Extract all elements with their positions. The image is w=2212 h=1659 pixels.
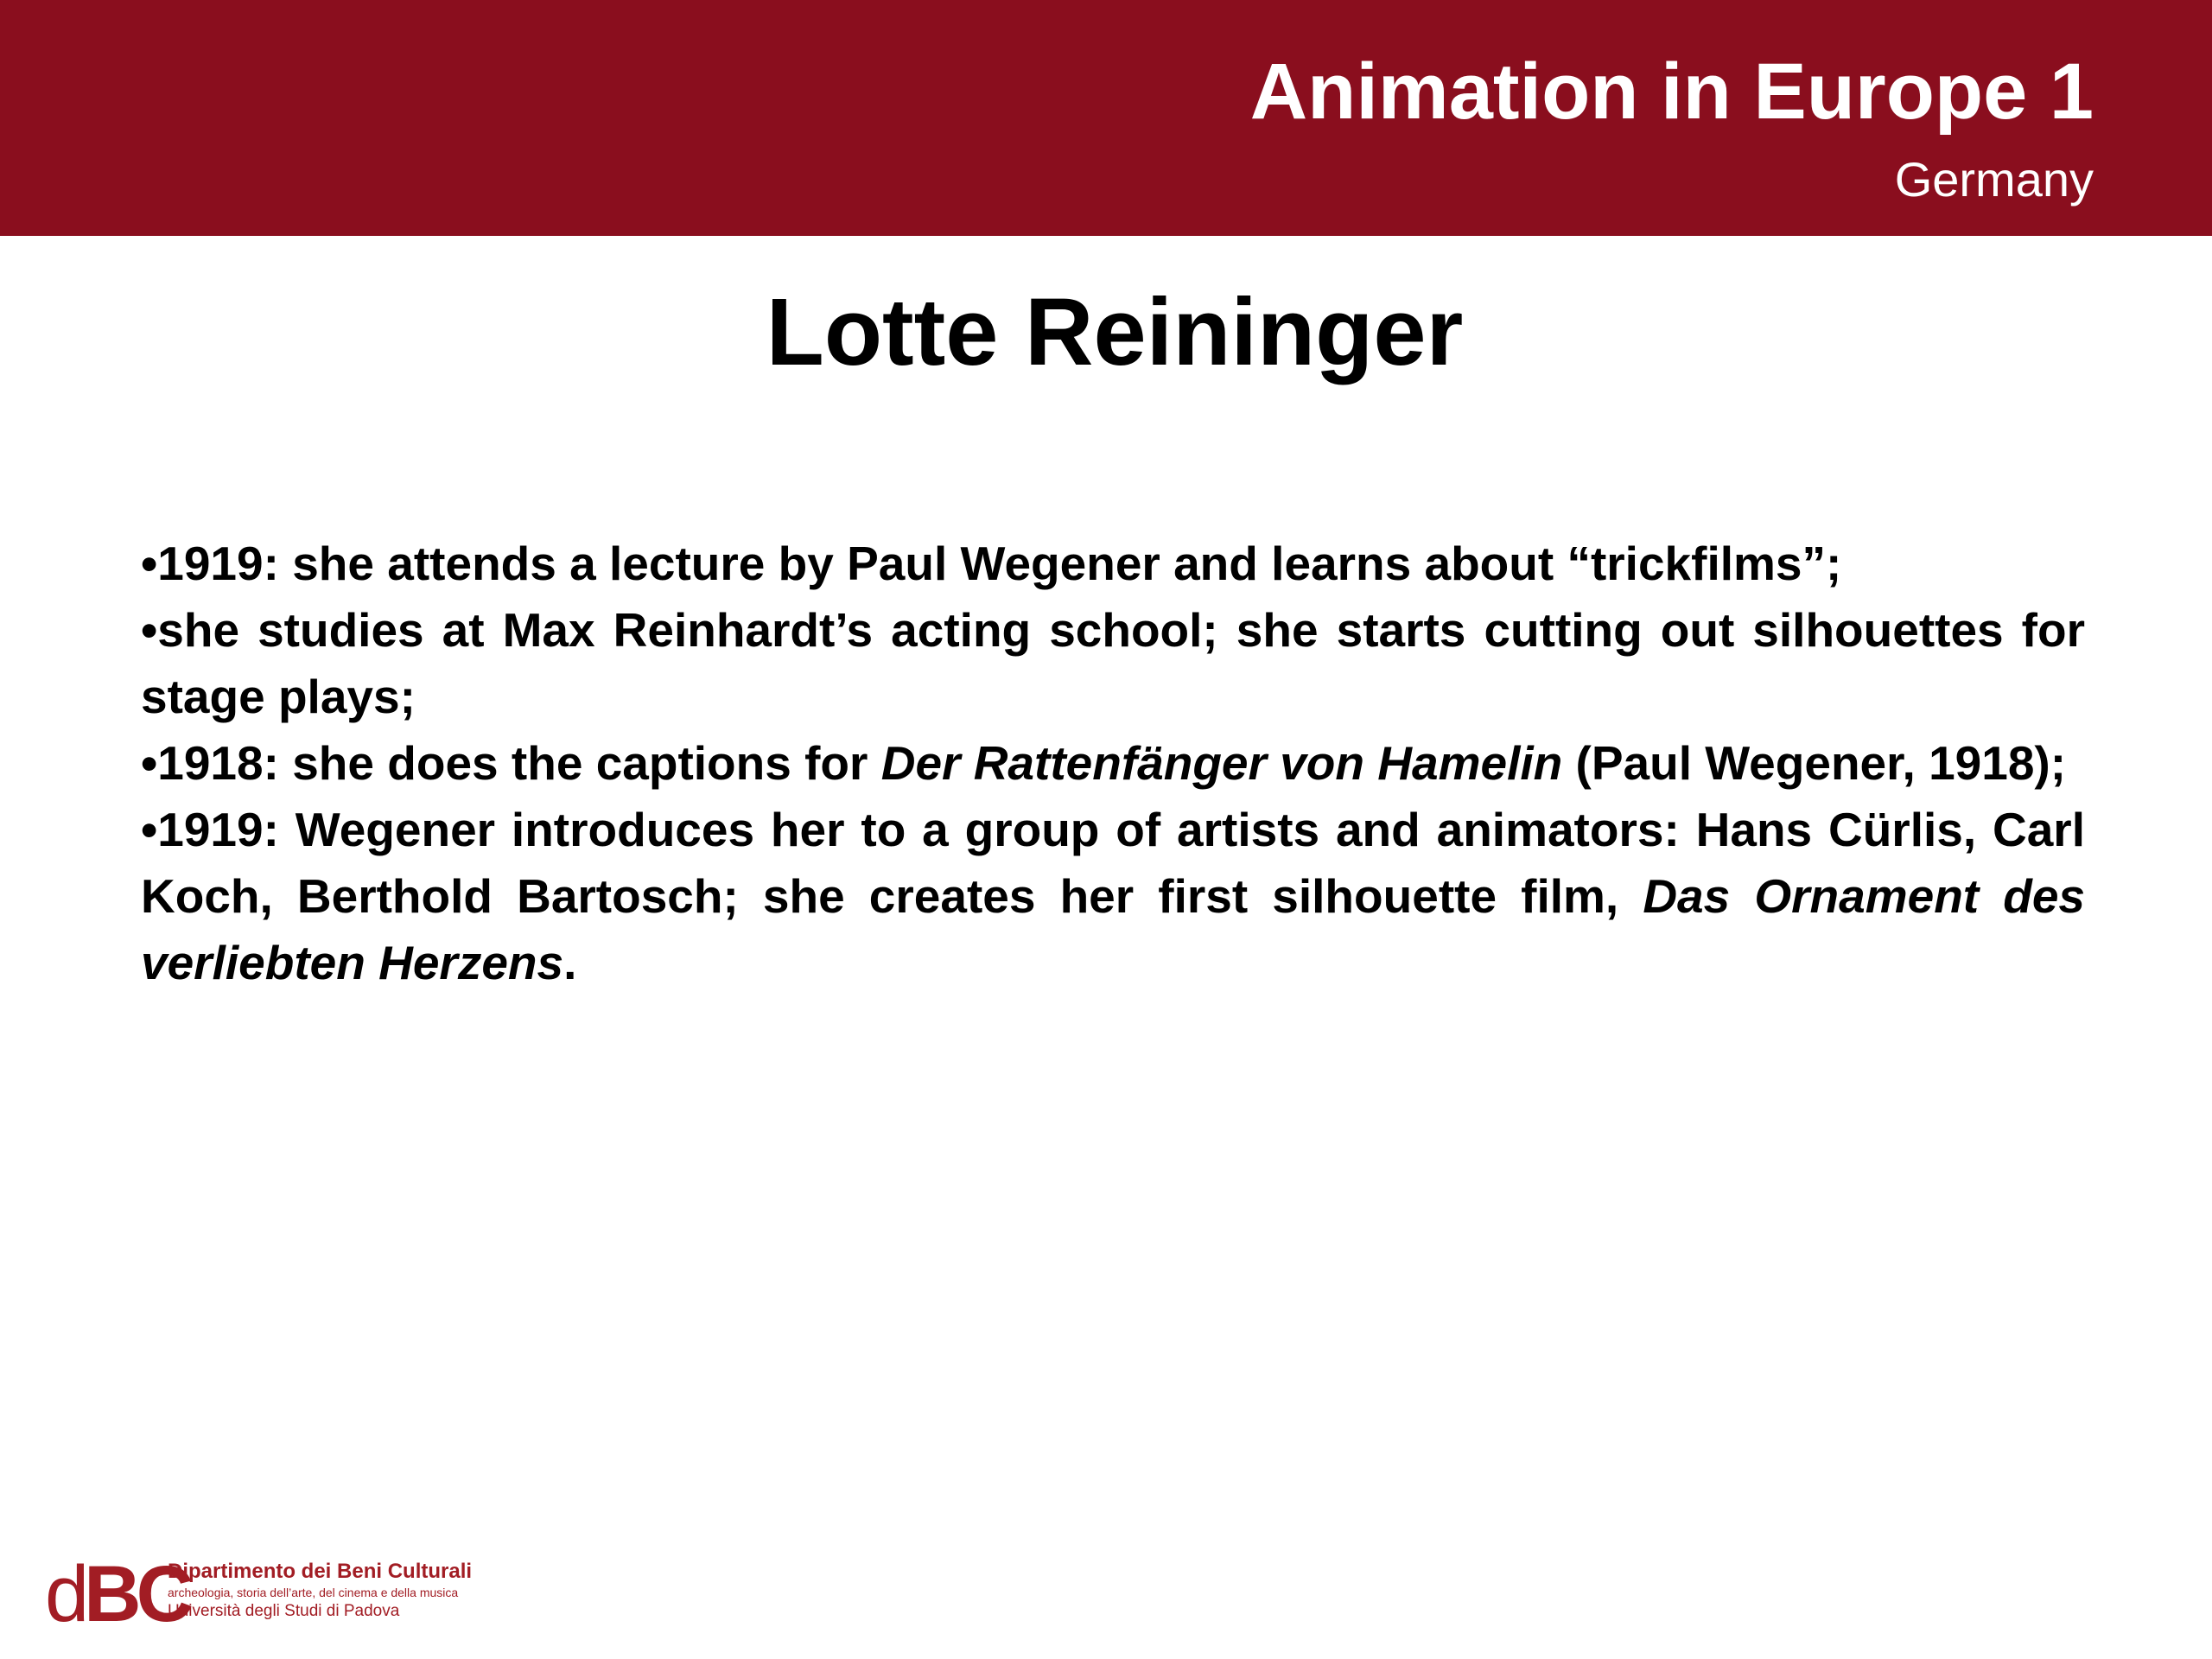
bullet-text: . <box>563 936 577 989</box>
bullet-item <box>141 730 2085 797</box>
bullet-text: •1919: Wegener introduces her to a group of artists and animators: Hans Cürlis, Carl Koch, Berthold Bartosch; she creates her first silhouette film, <box>141 803 2085 923</box>
film-title: Das Ornament des verliebten Herzens <box>141 869 2085 989</box>
bullet-text: •1918: she does the captions for <box>141 736 881 790</box>
course-title: Animation in Europe 1 <box>1249 48 2094 136</box>
film-title: Der Rattenfänger von Hamelin <box>880 736 1563 790</box>
slide-title: Lotte Reininger <box>766 279 1464 385</box>
bullet-text: •she studies at Max Reinhardt’s acting school; she starts cutting out silhouettes for stage plays; <box>141 603 2085 723</box>
bullet-item <box>141 531 2085 597</box>
bullet-text: (Paul Wegener, 1918); <box>1562 736 2067 790</box>
bullet-item <box>141 597 2085 730</box>
bullet-item <box>141 797 2085 996</box>
header-bar <box>0 0 2212 236</box>
department-name: Dipartimento dei Beni Culturali <box>168 1560 473 1583</box>
bullet-list <box>141 531 2085 996</box>
logo-mark-d: d <box>45 1550 85 1638</box>
bullet-text: •1919: she attends a lecture by Paul Wegener and learns about “trickfilms”; <box>141 537 1842 590</box>
university-name: Università degli Studi di Padova <box>168 1602 400 1620</box>
department-logo <box>45 1550 529 1638</box>
department-description: archeologia, storia dell’arte, del cinema e della musica <box>168 1586 459 1599</box>
logo-text <box>168 1559 531 1623</box>
course-subtitle: Germany <box>1894 152 2094 207</box>
logo-mark-bc: BC <box>84 1550 189 1638</box>
